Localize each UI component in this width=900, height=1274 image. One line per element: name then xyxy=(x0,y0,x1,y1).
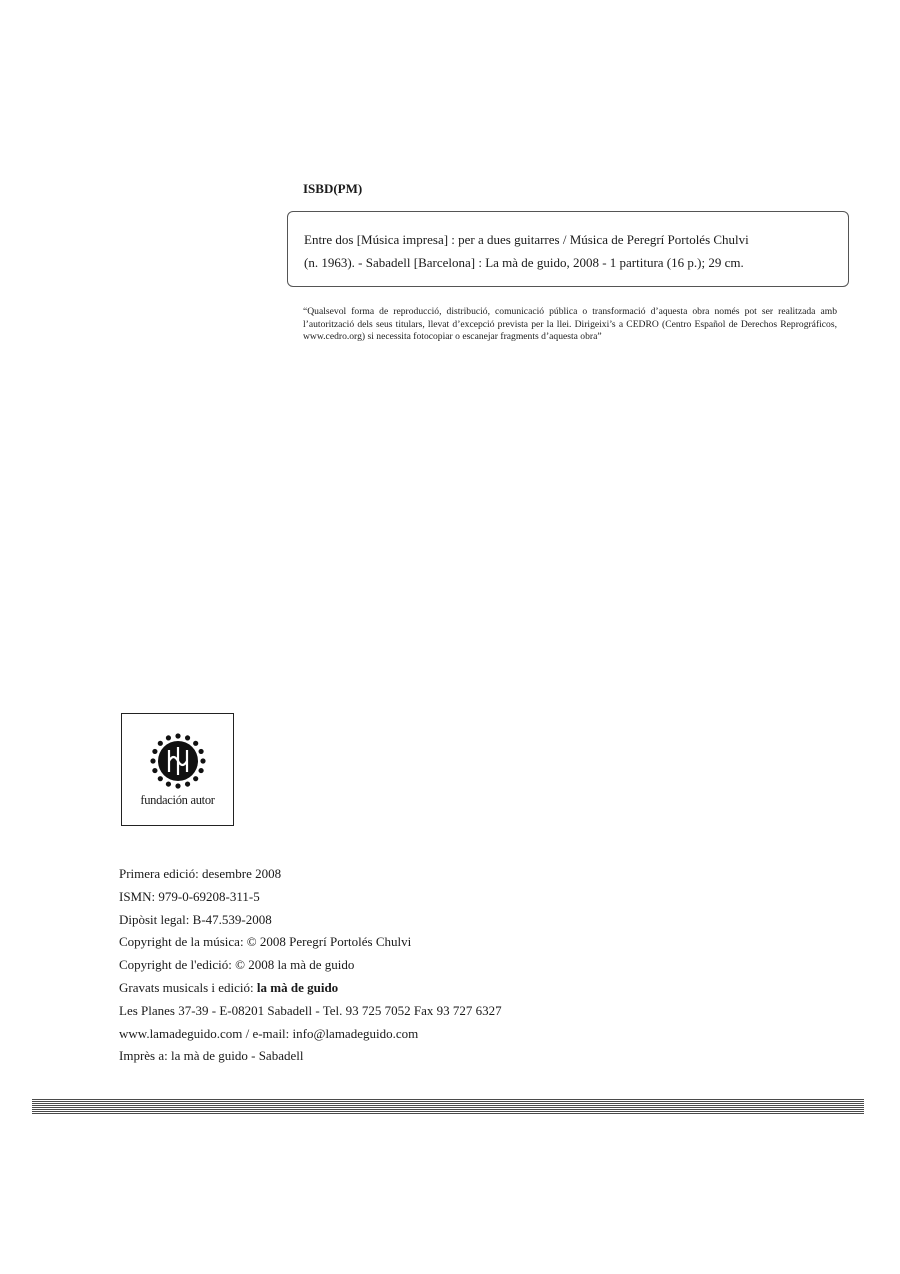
colophon xyxy=(119,863,502,1068)
emblem-dot xyxy=(158,776,163,781)
copyright-notice: “Qualsevol forma de reproducció, distribució, comunicació pública o transformació d’aquesta obra només pot ser realitzada amb l’autorització dels seus titulars, llevat d’excepció prevista per la llei. Dirigeixi’s a CEDRO (Centro Español de Derechos Reprográficos, www.cedro.org) si necessita fotocopiar o escanejar fragments d’aquesta obra” xyxy=(303,306,837,342)
first-edition: Primera edició: desembre 2008 xyxy=(119,866,282,881)
engraving-publisher: la mà de guido xyxy=(256,979,339,995)
emblem-dot xyxy=(200,758,205,763)
logo-caption: fundación autor xyxy=(140,793,215,807)
emblem-dot xyxy=(166,781,171,786)
emblem-dot xyxy=(150,758,155,763)
fundacion-autor-logo xyxy=(121,713,234,826)
emblem-dot xyxy=(198,749,203,754)
legal-deposit: Dipòsit legal: B-47.539-2008 xyxy=(119,911,272,927)
isbd-heading: ISBD(PM) xyxy=(303,181,363,196)
publisher-address: Les Planes 37-39 - E-08201 Sabadell - Tel. 93 725 7052 Fax 93 727 6327 xyxy=(119,1002,502,1018)
footer-rule xyxy=(32,1099,864,1115)
emblem-dot xyxy=(158,741,163,746)
emblem-dot xyxy=(166,735,171,740)
emblem-dot xyxy=(152,768,157,773)
emblem-dot xyxy=(198,768,203,773)
fundacion-autor-emblem-icon xyxy=(148,732,208,790)
printed-at: Imprès a: la mà de guido - Sabadell xyxy=(119,1048,304,1064)
isbd-record-box xyxy=(287,211,849,287)
engraving-label: Gravats musicals i edició: xyxy=(119,979,257,995)
emblem-dot xyxy=(193,741,198,746)
engraving-credit xyxy=(119,977,502,1000)
music-copyright: Copyright de la música: © 2008 Peregrí Portolés Chulvi xyxy=(119,934,412,950)
emblem-dot xyxy=(185,735,190,740)
web-email: www.lamadeguido.com / e-mail: info@lamadeguido.com xyxy=(119,1025,419,1041)
emblem-dot xyxy=(193,776,198,781)
emblem-dot xyxy=(175,783,180,788)
ismn: ISMN: 979-0-69208-311-5 xyxy=(119,888,260,904)
emblem-dot xyxy=(185,781,190,786)
emblem-dot xyxy=(152,749,157,754)
edition-copyright: Copyright de l'edició: © 2008 la mà de guido xyxy=(119,957,355,973)
isbd-record-line: (n. 1963). - Sabadell [Barcelona] : La mà de guido, 2008 - 1 partitura (16 p.); 29 cm. xyxy=(304,255,744,270)
isbd-record-line: Entre dos [Música impresa] : per a dues guitarres / Música de Peregrí Portolés Chulvi xyxy=(304,232,749,247)
emblem-dot xyxy=(175,733,180,738)
